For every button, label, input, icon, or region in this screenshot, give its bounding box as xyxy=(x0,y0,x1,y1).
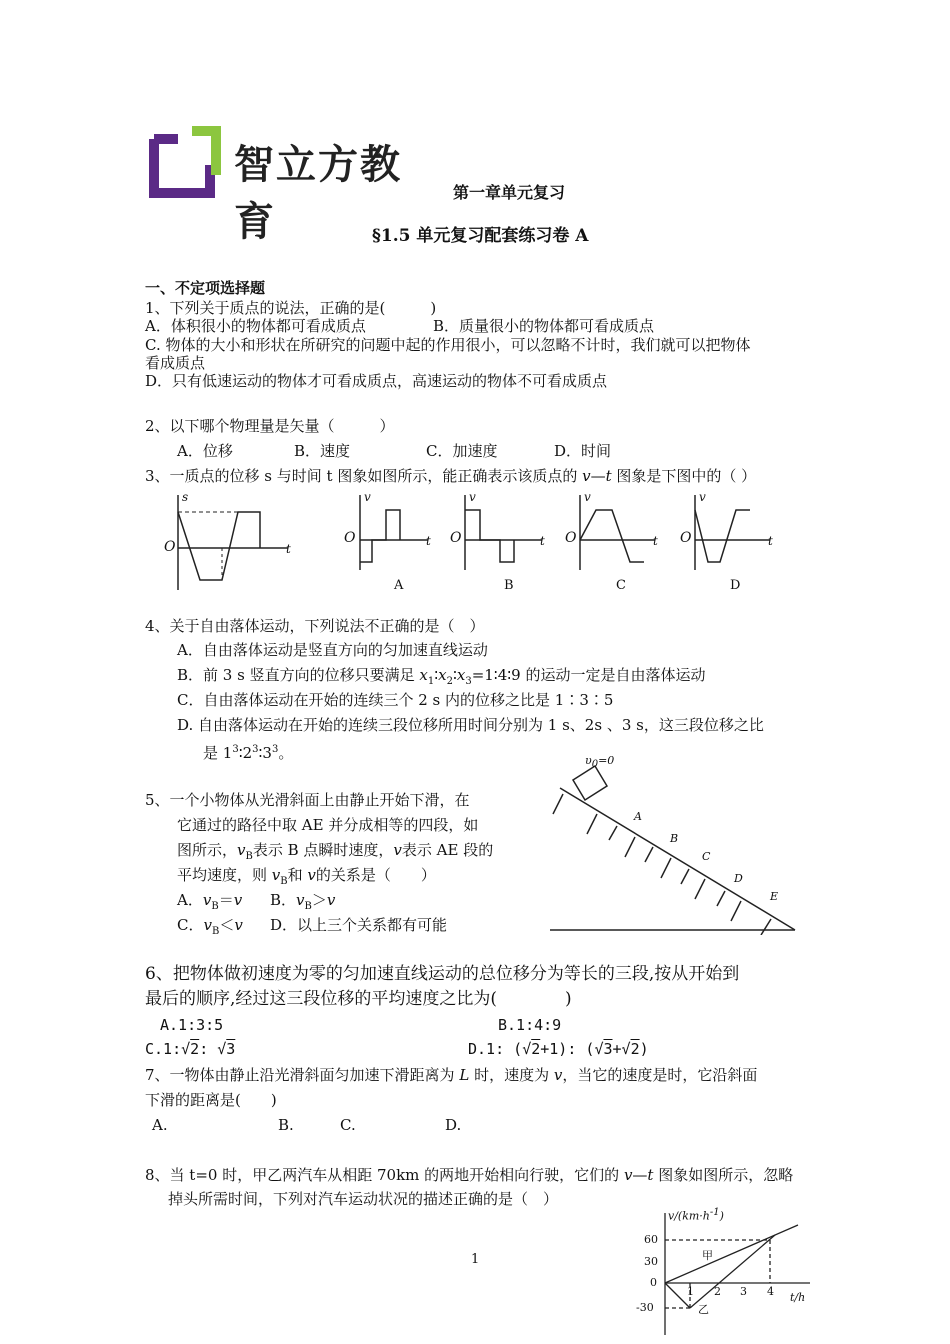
q4-option-a: A．自由落体运动是竖直方向的匀加速直线运动 xyxy=(177,641,488,659)
q7-option-d: D. xyxy=(445,1116,462,1134)
logo-text: 智立方教育 xyxy=(234,142,402,245)
q8-xtick-3: 3 xyxy=(740,1285,747,1298)
q8-line2: 掉头所需时间，下列对汽车运动状况的描述正确的是（ ） xyxy=(168,1190,559,1208)
q2-option-d: D．时间 xyxy=(554,442,612,460)
q3d-axis-v: v xyxy=(699,490,706,504)
q7-option-b: B. xyxy=(278,1116,294,1134)
q1-option-c-line1: C. 物体的大小和形状在所研究的问题中起的作用很小，可以忽略不计时，我们就可以把物体 xyxy=(145,336,751,354)
q1-option-c-line2: 看成质点 xyxy=(145,354,206,372)
q7-line1: 7、一物体由静止沿光滑斜面匀加速下滑距离为 L 时，速度为 v，当它的速度是时，它沿斜面 xyxy=(145,1066,758,1084)
q1-option-a: A．体积很小的物体都可看成质点 xyxy=(145,317,366,335)
q4-stem: 4、关于自由落体运动，下列说法不正确的是（ ） xyxy=(145,617,485,635)
q3c-axis-v: v xyxy=(584,490,591,504)
q5-option-b: B．$v_B>v$ xyxy=(270,891,336,912)
q4-option-d-line2: 是 $1^3∶2^3∶3^3$。 xyxy=(203,744,294,762)
logo xyxy=(148,125,408,245)
q8-label-jia: 甲 xyxy=(702,1249,713,1262)
q8-tick-30: 30 xyxy=(644,1255,658,1268)
q3-origin: O xyxy=(164,539,176,555)
q5-point-e: E xyxy=(770,890,779,903)
q7-option-a: A. xyxy=(152,1116,168,1134)
page-title: §1.5 单元复习配套练习卷 A xyxy=(372,226,589,246)
q3c-axis-t: t xyxy=(653,534,658,548)
q6-option-c: C.1:√2: √3 xyxy=(145,1040,236,1058)
q8-tick-0: 0 xyxy=(650,1276,657,1289)
q4-option-d-line1: D. 自由落体运动在开始的连续三段位移所用时间分别为 1 s、2s 、3 s，这三段位移之比 xyxy=(177,716,764,734)
q2-stem: 2、以下哪个物理量是矢量（ ） xyxy=(145,417,395,435)
q5-point-c: C xyxy=(702,850,711,863)
q5-point-b: B xyxy=(670,832,679,845)
q6-option-d: D.1: (√2+1): (√3+√2) xyxy=(468,1040,649,1058)
q7-option-c: C. xyxy=(340,1116,356,1134)
q5-line2: 它通过的路径中取 AE 并分成相等的四段，如 xyxy=(177,816,479,834)
q3-stem: 3、一质点的位移 s 与时间 t 图象如图所示，能正确表示该质点的 v—t 图象是下图中的（ ） xyxy=(145,467,757,485)
q3b-origin: O xyxy=(450,530,462,546)
q5-option-c: C．$v_B<v$ xyxy=(177,916,243,937)
q6-option-a: A.1:3:5 xyxy=(160,1016,224,1034)
section-heading: 一、不定项选择题 xyxy=(145,279,266,297)
q2-option-c: C．加速度 xyxy=(426,442,498,460)
q3d-axis-t: t xyxy=(768,534,773,548)
q2-option-a: A．位移 xyxy=(177,442,233,460)
q8-tick-neg30: -30 xyxy=(636,1301,654,1314)
q5-line3: 图所示，$v_B$表示 B 点瞬时速度，v表示 AE 段的 xyxy=(177,841,494,862)
q3a-axis-v: v xyxy=(364,490,371,504)
q1-stem: 1、下列关于质点的说法，正确的是( ) xyxy=(145,299,437,317)
q3-graph-label-c: C xyxy=(616,578,626,593)
q5-option-a: A．$v_B=v$ xyxy=(177,891,243,912)
q6-option-b: B.1:4:9 xyxy=(498,1016,562,1034)
q3-graph-label-d: D xyxy=(730,578,741,593)
q1-option-b: B．质量很小的物体都可看成质点 xyxy=(433,317,655,335)
q3-graph-label-b: B xyxy=(504,578,514,593)
q3a-axis-t: t xyxy=(426,534,431,548)
q5-line1: 5、一个小物体从光滑斜面上由静止开始下滑，在 xyxy=(145,791,470,809)
q5-point-a: A xyxy=(634,810,642,823)
q5-v0-label: $\upsilon_0=0$ xyxy=(585,754,615,771)
q8-tick-60: 60 xyxy=(644,1233,658,1246)
logo-mark-icon xyxy=(148,125,223,200)
q1-option-d: D．只有低速运动的物体才可看成质点，高速运动的物体不可看成质点 xyxy=(145,372,608,390)
q3-axis-s: s xyxy=(182,490,189,504)
q5-point-d: D xyxy=(734,872,743,885)
q4-option-c: C．自由落体运动在开始的连续三个 2 s 内的位移之比是 1∶3∶5 xyxy=(177,691,614,709)
q8-line1: 8、当 t=0 时，甲乙两汽车从相距 70km 的两地开始相向行驶，它们的 v—t 图象如图所示，忽略 xyxy=(145,1166,794,1184)
page-number: 1 xyxy=(471,1252,480,1267)
q3b-axis-t: t xyxy=(540,534,545,548)
q8-label-yi: 乙 xyxy=(698,1303,709,1316)
q3c-origin: O xyxy=(565,530,577,546)
q3d-origin: O xyxy=(680,530,692,546)
q8-x-axis-label: t/h xyxy=(790,1291,806,1304)
q8-xtick-4: 4 xyxy=(767,1285,774,1298)
q7-line2: 下滑的距离是( ) xyxy=(145,1091,277,1109)
q6-line2: 最后的顺序,经过这三段位移的平均速度之比为( ) xyxy=(145,989,572,1009)
q8-xtick-2: 2 xyxy=(714,1285,721,1298)
q2-option-b: B．速度 xyxy=(294,442,351,460)
chapter-heading: 第一章单元复习 xyxy=(453,183,566,202)
q3a-origin: O xyxy=(344,530,356,546)
q4-option-b: B．前 3 s 竖直方向的位移只要满足 $x_1∶x_2∶x_3=1∶4∶9$ 的运动一定是自由落体运动 xyxy=(177,666,706,687)
q3-axis-t: t xyxy=(286,542,291,556)
q8-xtick-1: 1 xyxy=(687,1285,694,1298)
q3-graph-label-a: A xyxy=(394,578,404,593)
q3b-axis-v: v xyxy=(469,490,476,504)
q5-option-d: D．以上三个关系都有可能 xyxy=(270,916,448,934)
q5-line4: 平均速度，则 $v_B$和 v的关系是（ ） xyxy=(177,866,436,887)
q6-line1: 6、把物体做初速度为零的匀加速直线运动的总位移分为等长的三段,按从开始到 xyxy=(145,964,740,984)
q8-y-axis-label: $v/(km\cdot h^{-1})$ xyxy=(668,1207,724,1223)
